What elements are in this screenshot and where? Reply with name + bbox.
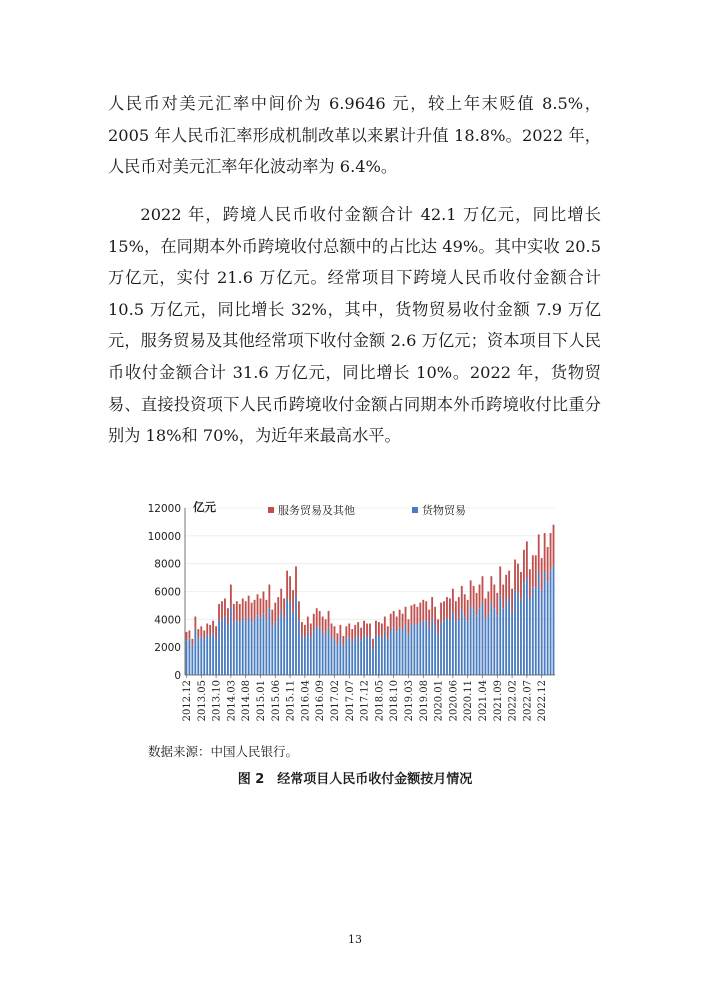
x-tick-label: 2019.08 bbox=[418, 680, 430, 722]
bar-services bbox=[375, 621, 377, 635]
bar-services bbox=[194, 617, 196, 630]
bar-goods bbox=[496, 615, 498, 675]
bar-services bbox=[458, 597, 460, 618]
bar-services bbox=[434, 607, 436, 625]
bar-services bbox=[381, 624, 383, 638]
bar-services bbox=[493, 585, 495, 609]
bar-goods bbox=[538, 572, 540, 675]
bar-goods bbox=[357, 636, 359, 675]
bar-goods bbox=[251, 622, 253, 675]
bar-services bbox=[405, 607, 407, 625]
bar-goods bbox=[239, 622, 241, 675]
x-tick-label: 2015.06 bbox=[270, 680, 282, 722]
bar-goods bbox=[470, 605, 472, 675]
bar-services bbox=[345, 626, 347, 639]
bar-services bbox=[236, 601, 238, 619]
bar-services bbox=[277, 597, 279, 618]
bar-goods bbox=[263, 614, 265, 675]
x-tick-label: 2016.09 bbox=[315, 680, 327, 722]
page-number: 13 bbox=[348, 933, 362, 946]
bar-services bbox=[212, 621, 214, 634]
bar-goods bbox=[257, 615, 259, 675]
bar-services bbox=[248, 596, 250, 617]
y-tick-label: 0 bbox=[174, 670, 181, 682]
x-tick-label: 2014.08 bbox=[241, 680, 253, 722]
bar-goods bbox=[301, 636, 303, 675]
bar-goods bbox=[408, 635, 410, 675]
bar-goods bbox=[194, 629, 196, 675]
bar-services bbox=[490, 576, 492, 602]
bar-services bbox=[520, 572, 522, 600]
bar-goods bbox=[523, 583, 525, 675]
bar-services bbox=[265, 600, 267, 619]
x-tick-label: 2017.07 bbox=[344, 680, 356, 722]
bar-goods bbox=[369, 637, 371, 675]
bar-services bbox=[348, 624, 350, 638]
bar-goods bbox=[236, 619, 238, 675]
x-tick-label: 2022.02 bbox=[507, 680, 519, 722]
bar-services bbox=[189, 630, 191, 638]
bar-services bbox=[337, 633, 339, 644]
bar-services bbox=[502, 585, 504, 609]
bar-goods bbox=[313, 630, 315, 675]
y-tick-label: 4000 bbox=[154, 614, 181, 627]
bar-goods bbox=[553, 565, 555, 675]
bar-services bbox=[319, 611, 321, 628]
bar-services bbox=[449, 598, 451, 619]
x-tick-label: 2018.05 bbox=[374, 680, 386, 722]
bar-goods bbox=[520, 600, 522, 675]
bar-services bbox=[310, 624, 312, 638]
bar-services bbox=[357, 622, 359, 636]
bar-services bbox=[496, 593, 498, 615]
bar-services bbox=[479, 585, 481, 609]
bar-services bbox=[428, 610, 430, 628]
bar-goods bbox=[411, 625, 413, 675]
bar-goods bbox=[490, 603, 492, 675]
bar-services bbox=[257, 594, 259, 615]
paragraph-1: 人民币对美元汇率中间价为 6.9646 元，较上年末贬值 8.5%，2005 年人民币汇率形成机制改革以来累计升值 18.8%。2022 年，人民币对美元汇率年化波动率为 6.4%。 bbox=[108, 94, 601, 177]
x-tick-label: 2020.06 bbox=[448, 680, 460, 722]
bar-services bbox=[268, 585, 270, 609]
bar-goods bbox=[399, 628, 401, 675]
bar-goods bbox=[227, 625, 229, 675]
y-tick-label: 2000 bbox=[154, 642, 181, 655]
bar-services bbox=[514, 559, 516, 590]
bar-services bbox=[393, 611, 395, 628]
bar-goods bbox=[455, 621, 457, 675]
bar-services bbox=[363, 621, 365, 635]
bar-services bbox=[304, 625, 306, 638]
bar-services bbox=[523, 550, 525, 583]
bar-services bbox=[378, 622, 380, 636]
bar-services bbox=[331, 624, 333, 638]
bar-services bbox=[529, 569, 531, 598]
bar-goods bbox=[372, 649, 374, 675]
bar-goods bbox=[212, 633, 214, 675]
bar-goods bbox=[437, 635, 439, 675]
x-tick-label: 2016.04 bbox=[300, 680, 312, 722]
x-tick-label: 2015.11 bbox=[285, 680, 297, 722]
bar-goods bbox=[354, 637, 356, 675]
bar-services bbox=[186, 632, 188, 640]
bar-goods bbox=[502, 608, 504, 675]
bar-goods bbox=[304, 637, 306, 675]
bar-services bbox=[209, 625, 211, 636]
bar-services bbox=[505, 575, 507, 601]
bar-services bbox=[544, 533, 546, 572]
bar-services bbox=[508, 571, 510, 599]
bar-goods bbox=[325, 635, 327, 675]
bar-services bbox=[443, 601, 445, 620]
x-tick-label: 2013.05 bbox=[196, 680, 208, 722]
bar-services bbox=[369, 624, 371, 638]
bar-services bbox=[292, 590, 294, 612]
bar-goods bbox=[189, 639, 191, 675]
bar-goods bbox=[242, 618, 244, 675]
bar-services bbox=[307, 617, 309, 632]
bar-goods bbox=[541, 590, 543, 675]
bar-services bbox=[422, 600, 424, 621]
bar-goods bbox=[351, 642, 353, 675]
bar-services bbox=[260, 598, 262, 617]
bar-services bbox=[298, 601, 300, 620]
bar-goods bbox=[322, 632, 324, 675]
bar-goods bbox=[310, 637, 312, 675]
bar-goods bbox=[416, 625, 418, 675]
bar-services bbox=[470, 580, 472, 605]
bar-services bbox=[203, 630, 205, 638]
bar-services bbox=[271, 610, 273, 627]
x-tick-label: 2020.11 bbox=[463, 680, 475, 722]
legend-swatch bbox=[268, 507, 274, 513]
bar-goods bbox=[363, 635, 365, 675]
bar-services bbox=[191, 639, 193, 646]
bar-goods bbox=[233, 622, 235, 675]
x-tick-label: 2013.10 bbox=[211, 680, 223, 722]
bar-goods bbox=[461, 610, 463, 675]
bar-services bbox=[295, 566, 297, 595]
bar-services bbox=[473, 586, 475, 610]
bar-goods bbox=[449, 619, 451, 675]
bar-goods bbox=[378, 636, 380, 675]
bar-goods bbox=[348, 637, 350, 675]
bar-goods bbox=[434, 625, 436, 675]
bar-goods bbox=[413, 624, 415, 675]
bar-goods bbox=[224, 617, 226, 675]
bar-services bbox=[416, 607, 418, 625]
bar-services bbox=[532, 555, 534, 587]
x-tick-label: 2014.03 bbox=[226, 680, 238, 722]
unit-label: 亿元 bbox=[193, 500, 216, 514]
bar-goods bbox=[428, 628, 430, 675]
bar-services bbox=[538, 534, 540, 572]
figure-caption: 图 2 经常项目人民币收付金额按月情况 bbox=[237, 772, 473, 787]
y-tick-label: 10000 bbox=[147, 530, 181, 543]
bar-services bbox=[452, 589, 454, 613]
bar-goods bbox=[485, 619, 487, 675]
y-tick-label: 8000 bbox=[154, 558, 181, 571]
bar-services bbox=[251, 603, 253, 622]
bar-goods bbox=[295, 596, 297, 675]
bar-goods bbox=[550, 571, 552, 675]
bar-goods bbox=[186, 640, 188, 675]
bar-services bbox=[485, 598, 487, 619]
bar-services bbox=[526, 541, 528, 577]
bar-goods bbox=[274, 622, 276, 675]
bar-goods bbox=[286, 598, 288, 675]
bar-services bbox=[366, 624, 368, 638]
bar-services bbox=[446, 597, 448, 618]
bar-goods bbox=[535, 587, 537, 675]
bar-goods bbox=[526, 578, 528, 675]
bar-goods bbox=[230, 607, 232, 675]
bar-goods bbox=[387, 639, 389, 675]
bar-services bbox=[328, 611, 330, 628]
bar-goods bbox=[508, 598, 510, 675]
bar-services bbox=[360, 628, 362, 641]
bar-goods bbox=[517, 593, 519, 675]
bar-services bbox=[215, 626, 217, 637]
bar-services bbox=[233, 604, 235, 622]
bar-services bbox=[402, 614, 404, 631]
bar-goods bbox=[402, 630, 404, 675]
bar-goods bbox=[487, 614, 489, 675]
bar-goods bbox=[265, 619, 267, 675]
bar-goods bbox=[337, 644, 339, 675]
bar-goods bbox=[215, 637, 217, 675]
legend-label: 货物贸易 bbox=[422, 504, 466, 517]
bar-services bbox=[476, 593, 478, 615]
bar-goods bbox=[209, 636, 211, 675]
bar-services bbox=[206, 624, 208, 635]
bar-services bbox=[390, 614, 392, 631]
bar-services bbox=[221, 601, 223, 619]
bar-services bbox=[254, 600, 256, 619]
bar-services bbox=[224, 598, 226, 616]
bar-goods bbox=[529, 598, 531, 675]
bar-services bbox=[242, 598, 244, 617]
bar-goods bbox=[511, 612, 513, 675]
bar-goods bbox=[547, 582, 549, 675]
bar-services bbox=[274, 603, 276, 622]
bar-services bbox=[200, 626, 202, 636]
bar-services bbox=[245, 601, 247, 620]
bar-goods bbox=[440, 622, 442, 675]
bar-services bbox=[437, 619, 439, 634]
bar-services bbox=[517, 564, 519, 593]
bar-goods bbox=[283, 618, 285, 675]
bar-goods bbox=[307, 632, 309, 675]
x-tick-label: 2018.10 bbox=[389, 680, 401, 722]
bar-services bbox=[313, 614, 315, 631]
x-tick-label: 2022.07 bbox=[522, 680, 534, 722]
bar-services bbox=[263, 592, 265, 614]
bar-services bbox=[487, 592, 489, 614]
bar-goods bbox=[316, 626, 318, 675]
bar-services bbox=[464, 594, 466, 616]
bar-services bbox=[316, 608, 318, 626]
bar-services bbox=[461, 586, 463, 610]
bar-services bbox=[289, 576, 291, 602]
bar-services bbox=[342, 636, 344, 646]
bar-goods bbox=[218, 621, 220, 675]
bar-services bbox=[408, 619, 410, 634]
bar-services bbox=[547, 547, 549, 582]
x-tick-label: 2019.03 bbox=[403, 680, 415, 722]
bar-services bbox=[301, 622, 303, 636]
bar-goods bbox=[339, 637, 341, 675]
bar-services bbox=[283, 598, 285, 617]
data-source-note: 数据来源：中国人民银行。 bbox=[148, 744, 299, 759]
bar-services bbox=[431, 597, 433, 618]
bar-goods bbox=[467, 621, 469, 675]
bar-goods bbox=[458, 618, 460, 675]
legend-label: 服务贸易及其他 bbox=[278, 504, 355, 517]
bar-goods bbox=[221, 619, 223, 675]
bar-services bbox=[227, 608, 229, 625]
bar-goods bbox=[345, 639, 347, 675]
bar-goods bbox=[331, 637, 333, 675]
bar-goods bbox=[203, 639, 205, 675]
bar-services bbox=[482, 576, 484, 602]
bar-goods bbox=[381, 637, 383, 675]
bar-goods bbox=[206, 635, 208, 675]
bar-goods bbox=[280, 611, 282, 675]
bar-goods bbox=[271, 626, 273, 675]
bar-goods bbox=[479, 608, 481, 675]
bar-services bbox=[334, 626, 336, 639]
bar-goods bbox=[268, 608, 270, 675]
x-tick-label: 2020.01 bbox=[433, 680, 445, 722]
bar-goods bbox=[260, 618, 262, 675]
bar-services bbox=[325, 619, 327, 634]
bar-goods bbox=[384, 632, 386, 675]
bar-services bbox=[372, 639, 374, 649]
bar-services bbox=[396, 617, 398, 632]
bar-goods bbox=[514, 590, 516, 675]
bar-goods bbox=[452, 612, 454, 675]
bars-layer bbox=[186, 525, 555, 675]
x-tick-label: 2015.01 bbox=[255, 680, 267, 722]
bar-goods bbox=[419, 622, 421, 675]
bar-goods bbox=[334, 639, 336, 675]
bar-goods bbox=[505, 601, 507, 675]
bar-goods bbox=[319, 628, 321, 675]
bar-goods bbox=[396, 632, 398, 675]
bar-services bbox=[455, 601, 457, 620]
bar-goods bbox=[366, 637, 368, 675]
bar-goods bbox=[425, 621, 427, 675]
legend-swatch bbox=[412, 507, 418, 513]
bar-goods bbox=[544, 572, 546, 675]
bar-goods bbox=[532, 587, 534, 675]
bar-services bbox=[399, 610, 401, 628]
bar-services bbox=[239, 604, 241, 622]
bar-services bbox=[425, 601, 427, 620]
bar-services bbox=[351, 629, 353, 642]
x-tick-label: 2017.02 bbox=[329, 680, 341, 722]
bar-goods bbox=[499, 596, 501, 675]
bar-services bbox=[413, 604, 415, 623]
bar-services bbox=[384, 617, 386, 632]
bar-goods bbox=[197, 639, 199, 675]
bar-goods bbox=[375, 635, 377, 675]
bar-goods bbox=[292, 612, 294, 675]
bar-services bbox=[286, 571, 288, 599]
bar-goods bbox=[200, 636, 202, 675]
bar-goods bbox=[393, 628, 395, 675]
bar-goods bbox=[390, 630, 392, 675]
bar-services bbox=[440, 603, 442, 622]
bar-goods bbox=[443, 621, 445, 675]
y-tick-label: 6000 bbox=[154, 586, 181, 599]
bar-goods bbox=[298, 621, 300, 675]
bar-goods bbox=[405, 625, 407, 675]
x-tick-label: 2017.12 bbox=[359, 680, 371, 722]
bar-goods bbox=[446, 618, 448, 675]
bar-services bbox=[467, 600, 469, 621]
bar-goods bbox=[254, 619, 256, 675]
bar-services bbox=[553, 525, 555, 565]
x-tick-label: 2022.12 bbox=[537, 680, 549, 722]
bar-goods bbox=[191, 646, 193, 675]
bar-services bbox=[541, 558, 543, 590]
bar-goods bbox=[493, 608, 495, 675]
bar-services bbox=[499, 566, 501, 595]
bar-goods bbox=[482, 603, 484, 675]
bar-goods bbox=[360, 640, 362, 675]
bar-services bbox=[197, 629, 199, 639]
bar-goods bbox=[248, 617, 250, 675]
bar-goods bbox=[289, 603, 291, 675]
bar-goods bbox=[431, 618, 433, 675]
bar-services bbox=[230, 585, 232, 607]
bar-services bbox=[511, 589, 513, 613]
bar-services bbox=[411, 605, 413, 624]
x-tick-label: 2021.04 bbox=[477, 680, 489, 722]
bar-services bbox=[218, 604, 220, 621]
bar-services bbox=[387, 626, 389, 639]
bar-services bbox=[535, 555, 537, 587]
bar-goods bbox=[476, 615, 478, 675]
bar-services bbox=[550, 533, 552, 571]
bar-goods bbox=[328, 628, 330, 675]
bar-services bbox=[419, 603, 421, 622]
bar-goods bbox=[422, 621, 424, 675]
bar-services bbox=[322, 617, 324, 632]
bar-services bbox=[339, 625, 341, 638]
monthly-current-account-rmb-chart bbox=[140, 495, 570, 740]
bar-services bbox=[280, 589, 282, 611]
legend bbox=[268, 503, 466, 517]
paragraph-2: 2022 年，跨境人民币收付金额合计 42.1 万亿元，同比增长 15%，在同期本外币跨境收付总额中的占比达 49%。其中实收 20.5 万亿元，实付 21.6 万亿元。经常项目下跨境人民币收付金额合计 10.5 万亿元，同比增长 32%，其中，货物贸易收付金额 7.9 万亿元，服务贸易及其他经常项下收付金额 2.6 万亿元；资本项目下人民币收付金额合计 31.6 万亿元，同比增长 10%。2022 年，货物贸易、直接投资项下人民币跨境收付金额占同期本外币跨境收付比重分别为 18%和 70%，为近年来最高水平。 bbox=[108, 205, 601, 446]
bar-goods bbox=[473, 610, 475, 675]
x-tick-label: 2021.09 bbox=[492, 680, 504, 722]
x-tick-label: 2012.12 bbox=[181, 680, 193, 722]
bar-goods bbox=[245, 621, 247, 675]
bar-goods bbox=[464, 617, 466, 675]
bar-services bbox=[354, 625, 356, 638]
y-tick-label: 12000 bbox=[147, 503, 181, 515]
bar-goods bbox=[277, 618, 279, 675]
bar-goods bbox=[342, 646, 344, 675]
